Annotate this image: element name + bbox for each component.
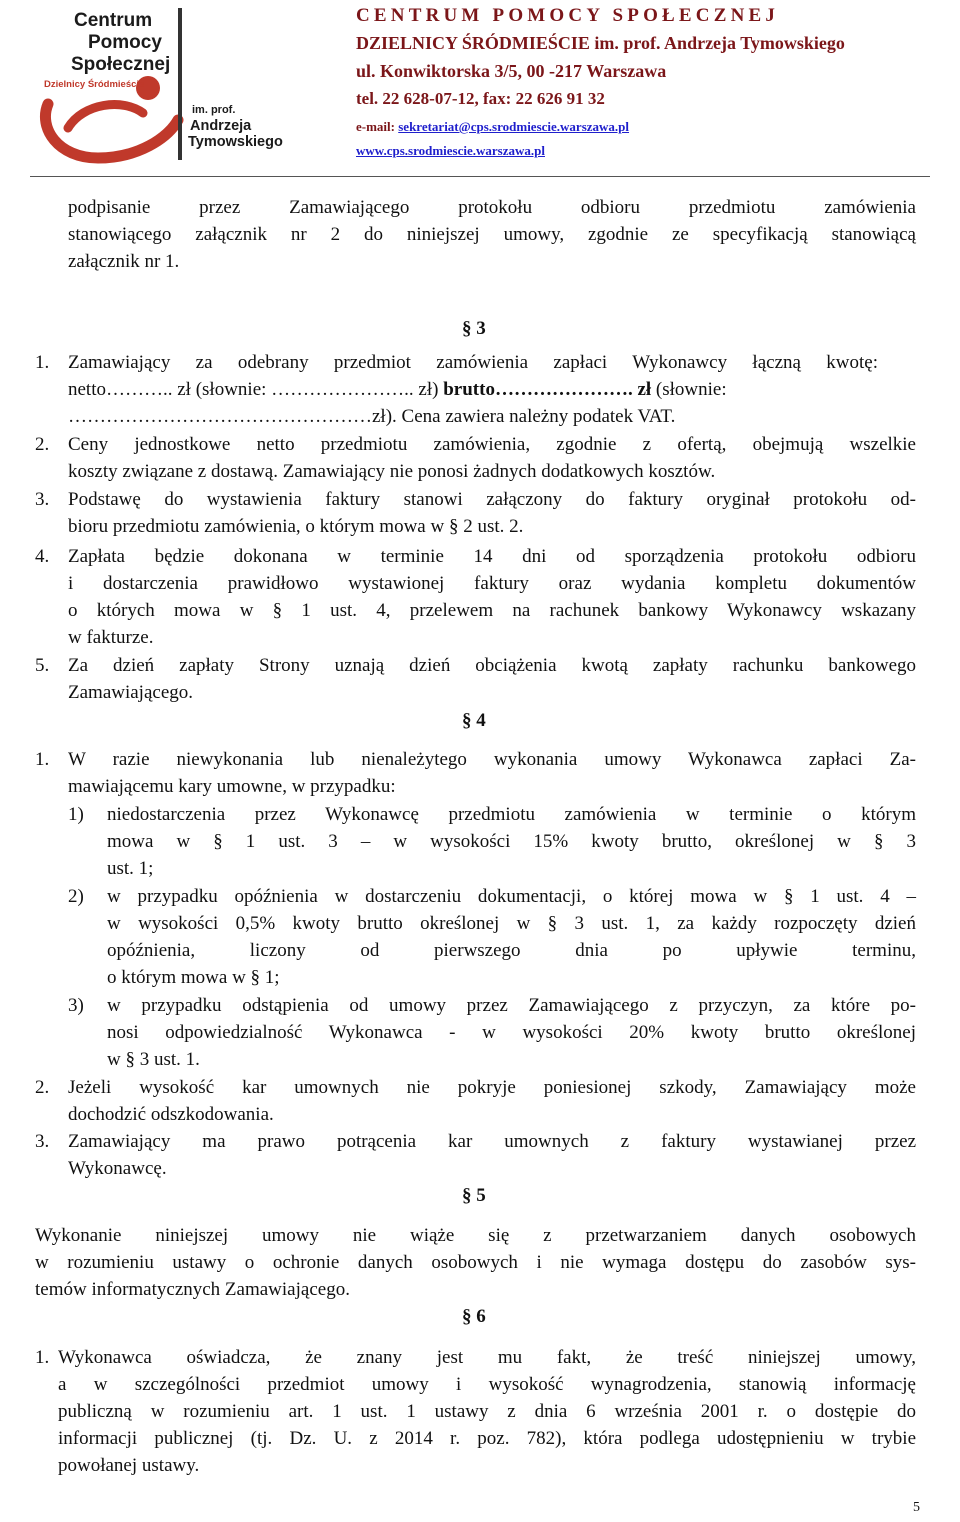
s4-sub-3-line-2: nosi odpowiedzialność Wykonawca - w wysokości 20% kwoty brutto określonej	[107, 1022, 916, 1043]
s4-item-3-number: 3.	[35, 1131, 50, 1152]
s4-sub-3-line-1: w przypadku odstąpienia od umowy przez Zamawiającego z przyczyn, za które po-	[107, 995, 916, 1016]
s5-line-3: temów informatycznych Zamawiającego.	[35, 1279, 350, 1300]
s3-item-1-number: 1.	[35, 352, 50, 373]
s3-item-1-line-1: Zamawiający za odebrany przedmiot zamówienia zapłaci Wykonawcy łączną kwotę:	[68, 352, 878, 373]
s6-line-2: a w szczególności przedmiot umowy i wysokość wynagrodzenia, stanowią informację	[58, 1374, 916, 1395]
section-3-heading: § 3	[462, 318, 486, 339]
s4-item-1-line-1: W razie niewykonania lub nienależytego wykonania umowy Wykonawca zapłaci Za-	[68, 749, 916, 770]
s6-item-1-number: 1.	[35, 1347, 50, 1368]
s3-item-2-line-2: koszty związane z dostawą. Zamawiający nie ponosi żadnych dodatkowych kosztów.	[68, 461, 716, 482]
s3-item-2-line-1: Ceny jednostkowe netto przedmiotu zamówienia, zgodnie z ofertą, obejmują wszelkie	[68, 434, 916, 455]
s3-item-4-number: 4.	[35, 546, 50, 567]
s3-item-5-number: 5.	[35, 655, 50, 676]
s4-item-2-number: 2.	[35, 1077, 50, 1098]
intro-line-1: podpisanie przez Zamawiającego protokołu odbioru przedmiotu zamówienia	[68, 197, 916, 218]
header-subtitle: DZIELNICY ŚRÓDMIEŚCIE im. prof. Andrzeja Tymowskiego	[356, 33, 845, 53]
header-title: CENTRUM POMOCY SPOŁECZNEJ	[356, 5, 780, 26]
s4-item-2-line-2: dochodzić odszkodowania.	[68, 1104, 274, 1125]
intro-line-2: stanowiącego załącznik nr 2 do niniejszej umowy, zgodnie ze specyfikacją stanowiącą	[68, 224, 916, 245]
s4-sub-2-line-3: opóźnienia, liczony od pierwszego dnia po upływie terminu,	[107, 940, 916, 961]
s3-brutto: brutto…………………. zł	[443, 379, 652, 400]
s3-item-4-line-1: Zapłata będzie dokonana w terminie 14 dni od sporządzenia protokołu odbioru	[68, 546, 916, 567]
header-phone: tel. 22 628-07-12, fax: 22 626 91 32	[356, 89, 605, 108]
intro-line-3: załącznik nr 1.	[68, 251, 180, 272]
s4-sub-2-line-4: o którym mowa w § 1;	[107, 967, 280, 988]
email-link[interactable]: sekretariat@cps.srodmiescie.warszawa.pl	[398, 119, 630, 134]
s5-line-2: w rozumieniu ustawy o ochronie danych osobowych i nie wymaga dostępu do zasobów sys-	[35, 1252, 916, 1273]
header-email-label: e-mail:	[356, 119, 399, 134]
s4-sub-1-number: 1)	[68, 804, 84, 825]
s4-sub-2-line-2: w wysokości 0,5% kwoty brutto określonej w § 3 ust. 1, za każdy rozpoczęty dzień	[107, 913, 916, 934]
s4-sub-3-line-3: w § 3 ust. 1.	[107, 1049, 200, 1070]
s4-sub-2-number: 2)	[68, 886, 84, 907]
section-4-heading: § 4	[462, 710, 486, 731]
s6-line-3: publiczną w rozumieniu art. 1 ust. 1 ustawy z dnia 6 września 2001 r. o dostępie do	[58, 1401, 916, 1422]
logo-text-spolecznej: Społecznej	[71, 54, 171, 75]
s3-item-4-line-3: o których mowa w § 1 ust. 4, przelewem na rachunek bankowy Wykonawcy wskazany	[68, 600, 916, 621]
s6-line-1: Wykonawca oświadcza, że znany jest mu fakt, że treść niniejszej umowy,	[58, 1347, 916, 1368]
s4-sub-1-line-2: mowa w § 1 ust. 3 – w wysokości 15% kwoty brutto, określonej w § 3	[107, 831, 916, 852]
s4-sub-1-line-1: niedostarczenia przez Wykonawcę przedmiotu zamówienia w terminie o którym	[107, 804, 916, 825]
logo-text-im-prof: im. prof.	[192, 104, 236, 116]
s4-item-2-line-1: Jeżeli wysokość kar umownych nie pokryje poniesionej szkody, Zamawiający może	[68, 1077, 916, 1098]
s4-sub-2-line-1: w przypadku opóźnienia w dostarczeniu dokumentacji, o której mowa w § 1 ust. 4 –	[107, 886, 916, 907]
s3-item-3-number: 3.	[35, 489, 50, 510]
s5-line-1: Wykonanie niniejszej umowy nie wiąże się z przetwarzaniem danych osobowych	[35, 1225, 916, 1246]
s6-line-5: powołanej ustawy.	[58, 1455, 200, 1476]
logo-text-centrum: Centrum	[74, 10, 153, 31]
s3-item-5-line-2: Zamawiającego.	[68, 682, 194, 703]
header-website-line	[356, 143, 545, 159]
s4-item-3-line-2: Wykonawcę.	[68, 1158, 167, 1179]
s4-item-1-line-2: mawiającemu kary umowne, w przypadku:	[68, 776, 396, 797]
logo-text-tymowskiego: Tymowskiego	[188, 134, 283, 150]
s4-sub-1-line-3: ust. 1;	[107, 858, 154, 879]
section-5-heading: § 5	[462, 1185, 486, 1206]
s3-item-1-line-2	[68, 376, 727, 403]
s3-item-2-number: 2.	[35, 434, 50, 455]
header-address: ul. Konwiktorska 3/5, 00 -217 Warszawa	[356, 61, 667, 81]
s3-item-3-line-2: bioru przedmiotu zamówienia, o którym mowa w § 2 ust. 2.	[68, 516, 524, 537]
website-link[interactable]: www.cps.srodmiescie.warszawa.pl	[356, 143, 545, 158]
logo-text-pomocy: Pomocy	[88, 32, 162, 53]
organization-logo	[28, 8, 336, 164]
s4-sub-3-number: 3)	[68, 995, 84, 1016]
s3-item-4-line-4: w fakturze.	[68, 627, 154, 648]
logo-text-andrzeja: Andrzeja	[190, 118, 252, 134]
logo-text-district: Dzielnicy Śródmieście	[44, 79, 145, 90]
header-email-line	[356, 119, 629, 135]
header-divider	[30, 176, 930, 177]
s3-item-3-line-1: Podstawę do wystawienia faktury stanowi załączony do faktury oryginał protokołu od-	[68, 489, 916, 510]
page-number: 5	[913, 1500, 920, 1515]
section-6-heading: § 6	[462, 1306, 486, 1327]
s6-line-4: informacji publicznej (tj. Dz. U. z 2014 r. poz. 782), która podlega udostępnieniu w trybie	[58, 1428, 916, 1449]
s4-item-3-line-1: Zamawiający ma prawo potrącenia kar umownych z faktury wystawianej przez	[68, 1131, 916, 1152]
s3-slownie: (słownie:	[651, 379, 727, 400]
s4-item-1-number: 1.	[35, 749, 50, 770]
s3-item-1-line-3: …………………………………………zł). Cena zawiera należny podatek VAT.	[68, 406, 676, 427]
s3-item-5-line-1: Za dzień zapłaty Strony uznają dzień obciążenia kwotą zapłaty rachunku bankowego	[68, 655, 916, 676]
s3-item-4-line-2: i dostarczenia prawidłowo wystawionej faktury oraz wydania kompletu dokumentów	[68, 573, 916, 594]
s3-netto: netto……….. zł (słownie: ………………….. zł)	[68, 379, 444, 400]
